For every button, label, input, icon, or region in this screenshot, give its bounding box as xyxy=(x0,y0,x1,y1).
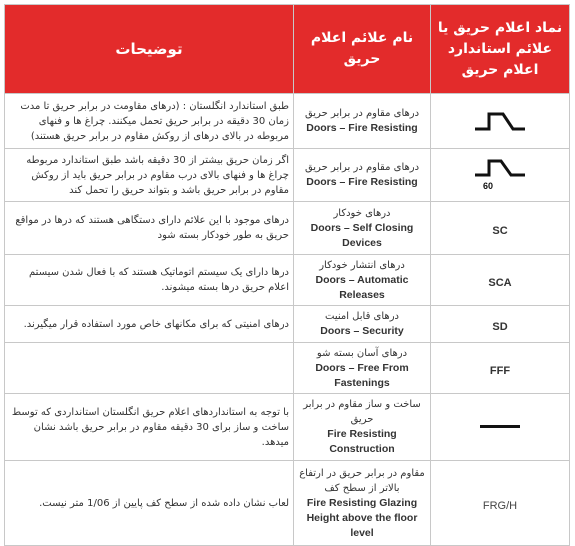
name-en: Doors – Fire Resisting xyxy=(306,176,418,188)
table-row xyxy=(5,255,570,306)
symbol-cell xyxy=(431,461,570,546)
table-row xyxy=(5,202,570,255)
name-en: Doors – Self Closing Devices xyxy=(310,221,414,249)
name-cell xyxy=(294,149,431,202)
description-text: اگر زمان حریق بیشتر از 30 دقیقه باشد طبق استاندارد مربوطه چراغ ها و فنهای بالای درب مقاوم در برابر حریق باید از روکش مقاوم در برابر حریق باشد و بتواند حریق را تحمل کند xyxy=(26,154,289,196)
header-symbol: نماد اعلام حریق یا علائم استاندارد اعلام حریق xyxy=(431,5,570,94)
name-cell xyxy=(294,394,431,461)
name-cell xyxy=(294,255,431,306)
table-row xyxy=(5,94,570,149)
description-cell xyxy=(5,202,294,255)
symbol-cell xyxy=(431,343,570,394)
name-fa: درهای مقاوم در برابر حریق xyxy=(304,162,420,173)
name-fa: مقاوم در برابر حریق در ارتفاع بالاتر از سطح کف xyxy=(299,467,425,494)
name-en: Fire Resisting Glazing Height above the floor level xyxy=(306,496,418,539)
fire-door-60-label: 60 xyxy=(482,181,493,191)
name-cell xyxy=(294,461,431,546)
name-fa: درهای مقاوم در برابر حریق xyxy=(304,108,420,119)
description-text: درهای موجود با این علائم دارای دستگاهی هستند که درها در مواقع حریق به طور خودکار بسته شود xyxy=(15,215,289,241)
name-fa: درهای خودکار xyxy=(333,207,391,219)
name-cell xyxy=(294,202,431,255)
symbol-cell xyxy=(431,306,570,343)
fire-alarm-symbols-table xyxy=(4,4,570,546)
fire-alarm-symbols-table-container xyxy=(4,4,570,546)
name-cell xyxy=(294,343,431,394)
fire-construction-line-icon xyxy=(480,423,520,431)
name-fa: ساخت و ساز مقاوم در برابر حریق xyxy=(303,399,421,425)
symbol-cell xyxy=(431,394,570,461)
name-fa: درهای قابل امنیت xyxy=(325,311,399,322)
description-cell xyxy=(5,394,294,461)
name-fa: درهای آسان بسته شو xyxy=(316,347,408,359)
header-description: توضیحات xyxy=(5,5,294,94)
fire-door-30-icon xyxy=(473,108,527,134)
symbol-code: SC xyxy=(492,224,508,237)
table-header-row xyxy=(5,5,570,94)
description-cell xyxy=(5,306,294,343)
symbol-code: SCA xyxy=(488,276,512,289)
description-cell xyxy=(5,255,294,306)
description-text: درهای امنیتی که برای مکانهای خاص مورد استفاده قرار میگیرند. xyxy=(23,318,289,330)
description-cell xyxy=(5,94,294,149)
description-text: درها دارای یک سیستم اتوماتیک هستند که با فعال شدن سیستم اعلام حریق درها بسته میشوند. xyxy=(29,267,289,293)
name-cell xyxy=(294,306,431,343)
name-en: Doors – Free From Fastenings xyxy=(315,361,409,389)
description-text: با توجه به استانداردهای اعلام حریق انگلستان استانداردی که توسط ساخت و ساز برای 30 دقیقه مقاوم در برابر حریق باشد نشان میدهد. xyxy=(11,406,289,448)
symbol-cell xyxy=(431,149,570,202)
symbol-code: FRG/H xyxy=(482,499,518,512)
name-en: Doors – Fire Resisting xyxy=(306,122,418,134)
name-en: Doors – Automatic Releases xyxy=(315,273,409,301)
header-name: نام علائم اعلام حریق xyxy=(294,5,431,94)
symbol-cell xyxy=(431,255,570,306)
description-cell xyxy=(5,343,294,394)
table-row xyxy=(5,394,570,461)
table-row xyxy=(5,461,570,546)
symbol-cell xyxy=(431,94,570,149)
description-text: لعاب نشان داده شده از سطح کف پایین از 1/06 متر نیست. xyxy=(39,497,289,509)
description-text: طبق استاندارد انگلستان : (درهای مقاومت در برابر حریق تا مدت زمان 30 دقیقه در برابر حریق تحمل میکنند. چراغ ها و فنهای مربوطه در بالای درهای از روکش مقاوم در برابر حریق هستند) xyxy=(20,100,289,142)
name-en: Doors – Security xyxy=(320,325,404,337)
fire-door-60-icon xyxy=(473,158,527,192)
description-cell xyxy=(5,149,294,202)
symbol-code: SD xyxy=(492,320,508,333)
name-cell xyxy=(294,94,431,149)
description-cell xyxy=(5,461,294,546)
name-en: Fire Resisting Construction xyxy=(327,428,397,455)
table-row xyxy=(5,306,570,343)
symbol-code: FFF xyxy=(489,364,511,377)
name-fa: درهای انتشار خودکار xyxy=(319,259,405,271)
table-row xyxy=(5,343,570,394)
symbol-cell xyxy=(431,202,570,255)
table-row xyxy=(5,149,570,202)
